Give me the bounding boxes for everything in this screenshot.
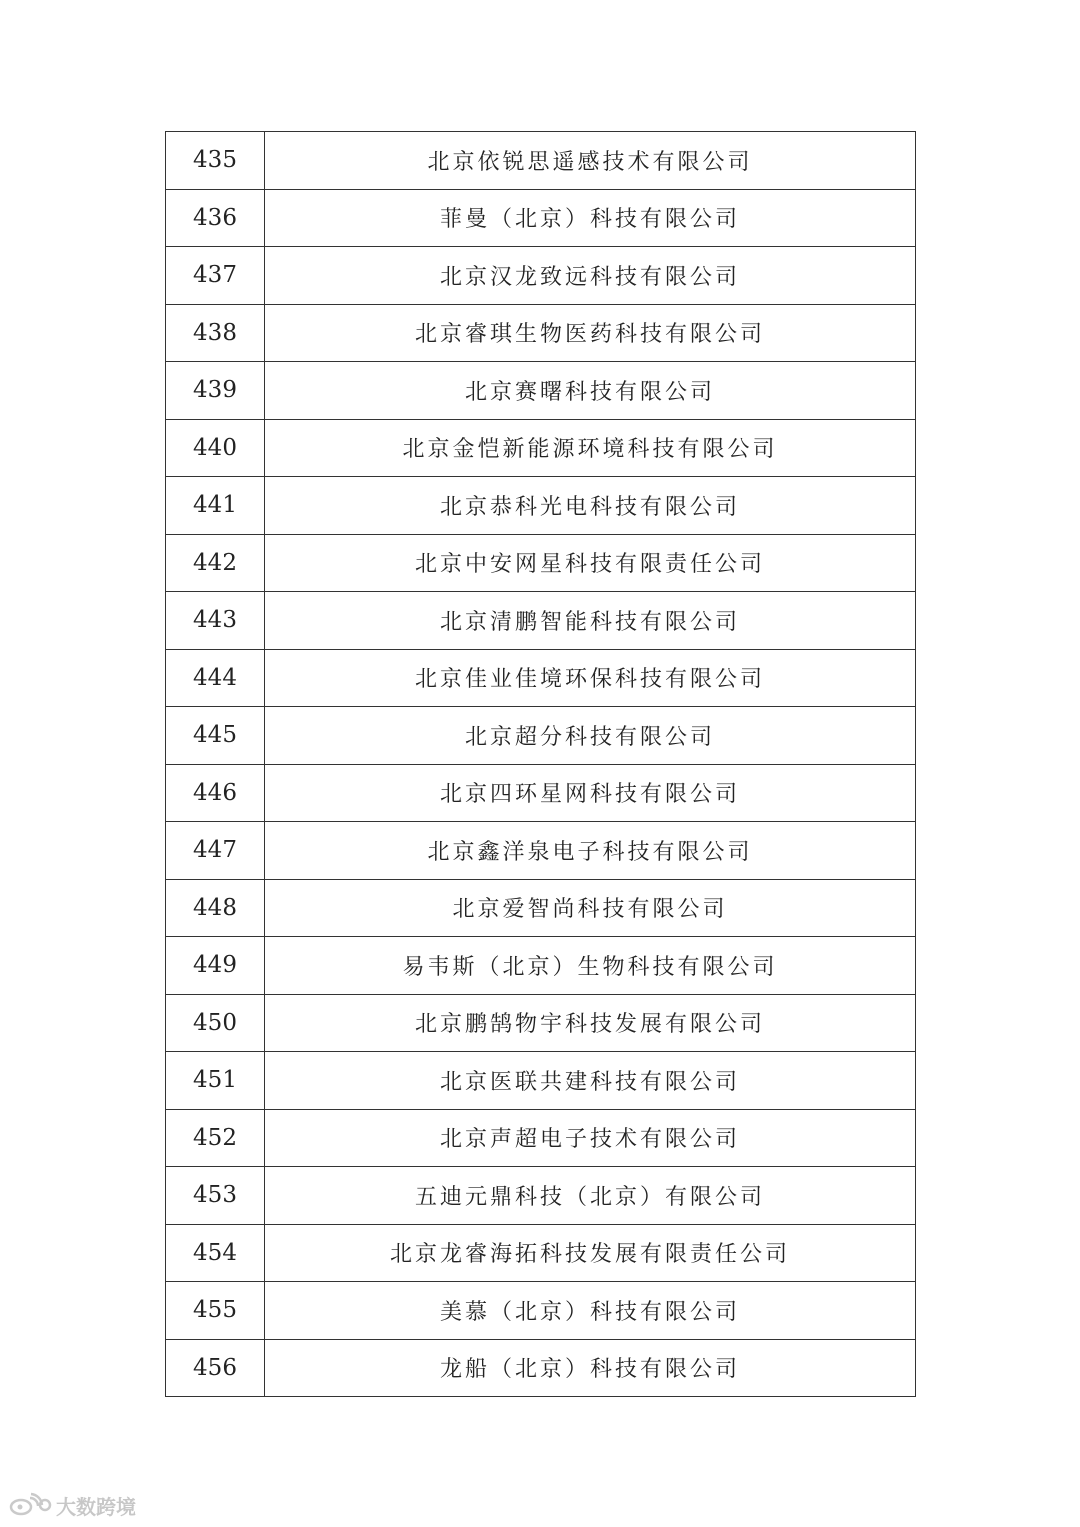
company-name: 易韦斯（北京）生物科技有限公司 <box>265 937 916 995</box>
company-name: 北京超分科技有限公司 <box>265 707 916 765</box>
table-row <box>166 247 916 305</box>
table-row <box>166 419 916 477</box>
row-number: 456 <box>166 1339 265 1397</box>
row-number: 454 <box>166 1224 265 1282</box>
row-number: 441 <box>166 477 265 535</box>
row-number: 443 <box>166 592 265 650</box>
row-number: 438 <box>166 304 265 362</box>
row-number: 440 <box>166 419 265 477</box>
company-name: 北京声超电子技术有限公司 <box>265 1109 916 1167</box>
company-name: 北京清鹏智能科技有限公司 <box>265 592 916 650</box>
company-name: 北京医联共建科技有限公司 <box>265 1052 916 1110</box>
table-row <box>166 1052 916 1110</box>
table-row <box>166 1224 916 1282</box>
company-name: 北京恭科光电科技有限公司 <box>265 477 916 535</box>
row-number: 442 <box>166 534 265 592</box>
company-name: 五迪元鼎科技（北京）有限公司 <box>265 1167 916 1225</box>
table-row <box>166 477 916 535</box>
company-name: 北京赛曙科技有限公司 <box>265 362 916 420</box>
company-name: 北京四环星网科技有限公司 <box>265 764 916 822</box>
row-number: 449 <box>166 937 265 995</box>
company-name: 北京佳业佳境环保科技有限公司 <box>265 649 916 707</box>
table-row <box>166 879 916 937</box>
company-name: 美慕（北京）科技有限公司 <box>265 1282 916 1340</box>
company-name: 北京依锐思遥感技术有限公司 <box>265 132 916 190</box>
row-number: 455 <box>166 1282 265 1340</box>
table-row <box>166 189 916 247</box>
company-name: 龙船（北京）科技有限公司 <box>265 1339 916 1397</box>
watermark-text: 大数跨境 <box>56 1494 136 1519</box>
row-number: 447 <box>166 822 265 880</box>
table-row <box>166 132 916 190</box>
table-row <box>166 1109 916 1167</box>
table-row <box>166 1339 916 1397</box>
company-name: 菲曼（北京）科技有限公司 <box>265 189 916 247</box>
company-name: 北京爱智尚科技有限公司 <box>265 879 916 937</box>
company-name: 北京金恺新能源环境科技有限公司 <box>265 419 916 477</box>
table-row <box>166 1167 916 1225</box>
row-number: 446 <box>166 764 265 822</box>
company-name: 北京鹏鹄物宇科技发展有限公司 <box>265 994 916 1052</box>
row-number: 437 <box>166 247 265 305</box>
row-number: 436 <box>166 189 265 247</box>
company-name: 北京鑫洋泉电子科技有限公司 <box>265 822 916 880</box>
row-number: 444 <box>166 649 265 707</box>
row-number: 450 <box>166 994 265 1052</box>
row-number: 445 <box>166 707 265 765</box>
table-row <box>166 994 916 1052</box>
weibo-logo-icon <box>8 1492 52 1518</box>
table-row <box>166 592 916 650</box>
row-number: 453 <box>166 1167 265 1225</box>
table-row <box>166 304 916 362</box>
row-number: 448 <box>166 879 265 937</box>
row-number: 435 <box>166 132 265 190</box>
company-name: 北京龙睿海拓科技发展有限责任公司 <box>265 1224 916 1282</box>
company-list-body <box>166 132 916 1397</box>
table-row <box>166 707 916 765</box>
row-number: 439 <box>166 362 265 420</box>
table-row <box>166 822 916 880</box>
table-row <box>166 362 916 420</box>
company-list-table <box>165 131 916 1397</box>
company-name: 北京睿琪生物医药科技有限公司 <box>265 304 916 362</box>
table-row <box>166 1282 916 1340</box>
company-name: 北京汉龙致远科技有限公司 <box>265 247 916 305</box>
table-row <box>166 534 916 592</box>
watermark <box>8 1491 136 1519</box>
row-number: 451 <box>166 1052 265 1110</box>
company-name: 北京中安网星科技有限责任公司 <box>265 534 916 592</box>
table-row <box>166 649 916 707</box>
table-row <box>166 937 916 995</box>
table-row <box>166 764 916 822</box>
row-number: 452 <box>166 1109 265 1167</box>
